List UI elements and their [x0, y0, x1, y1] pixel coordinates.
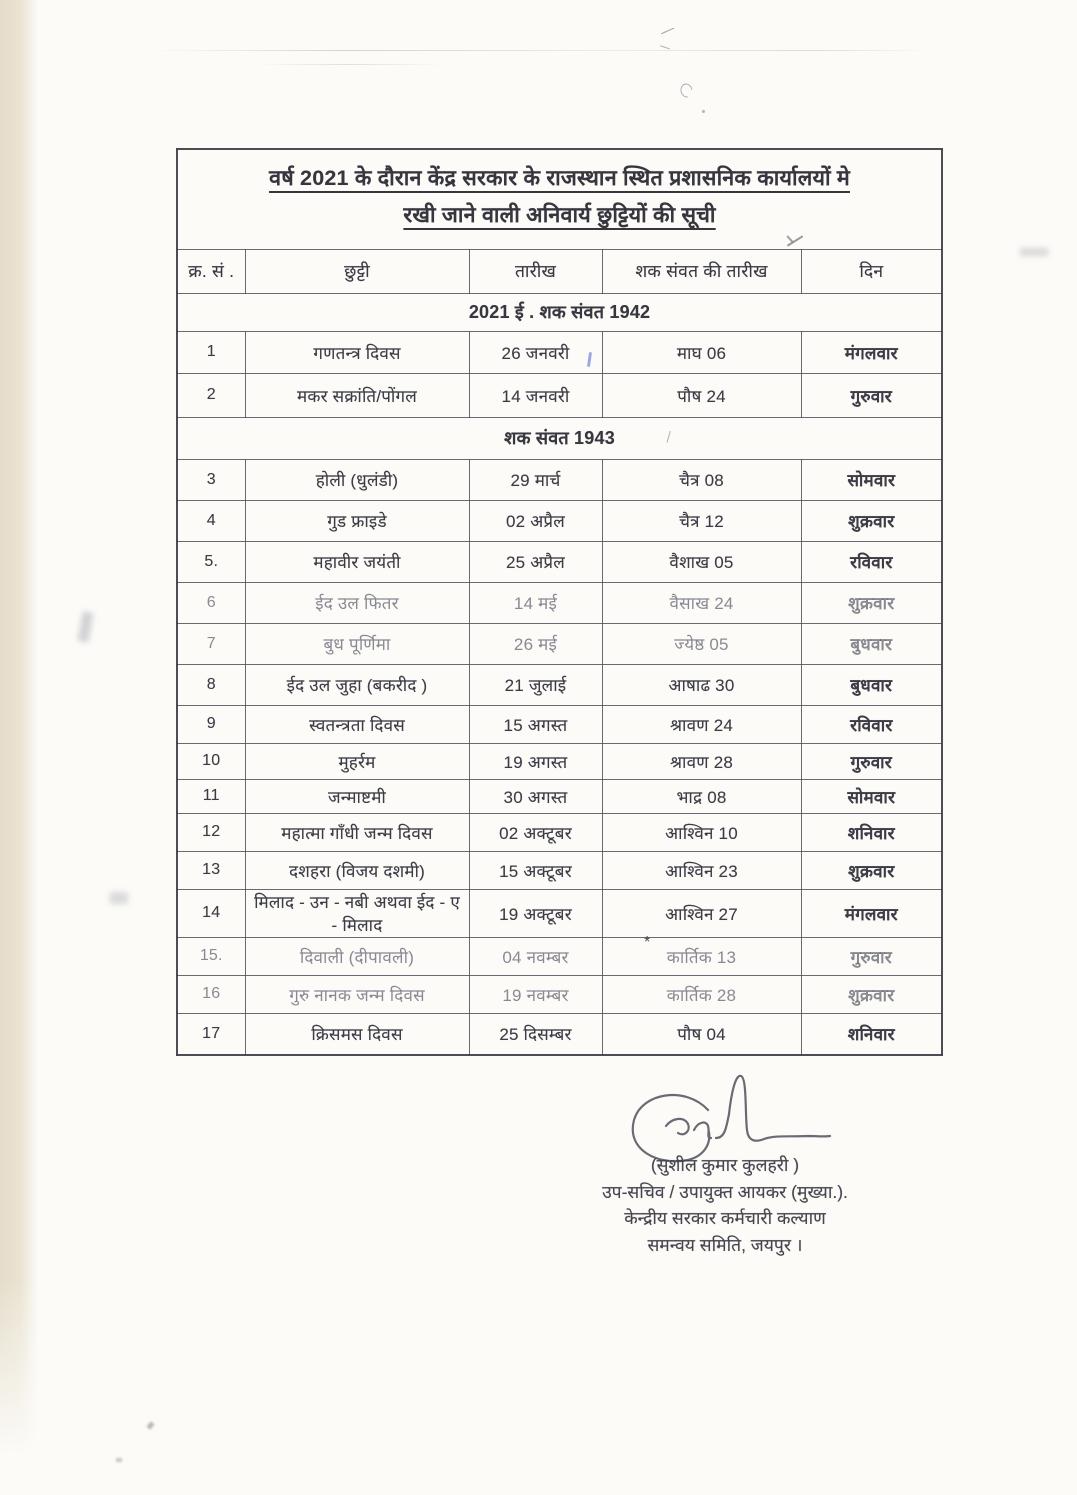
cell-sno: 3: [177, 459, 245, 500]
cell-sno: 12: [177, 813, 245, 851]
cell-day: शनिवार: [801, 1013, 942, 1055]
cell-sno: 10: [177, 743, 245, 779]
asterisk-mark: *: [644, 934, 651, 951]
cell-date: 21 जुलाई: [469, 664, 602, 705]
header-day: दिन: [801, 249, 942, 293]
cell-day: गुरुवार: [801, 937, 942, 975]
cell-holiday: ईद उल फितर: [245, 582, 469, 623]
header-date: तारीख: [469, 249, 602, 293]
cell-shaka: आश्विन 27: [602, 889, 801, 937]
cell-day: शुक्रवार: [801, 500, 942, 541]
cell-holiday: गणतन्त्र दिवस: [245, 331, 469, 373]
cell-date: 14 जनवरी: [469, 373, 602, 417]
cell-date: 19 नवम्बर: [469, 975, 602, 1013]
signatory-name: (सुशील कुमार कुलहरी ): [650, 1155, 800, 1175]
cell-sno: 13: [177, 851, 245, 889]
cell-shaka: आषाढ 30: [602, 664, 801, 705]
cell-date: 02 अप्रैल: [469, 500, 602, 541]
cell-day: रविवार: [801, 705, 942, 743]
cell-holiday: जन्माष्टमी: [245, 779, 469, 813]
cell-date: 26 मई: [469, 623, 602, 664]
cell-day: गुरुवार: [801, 743, 942, 779]
cell-day: सोमवार: [801, 779, 942, 813]
cell-date: 04 नवम्बर: [469, 937, 602, 975]
cell-holiday: स्वतन्त्रता दिवस: [245, 705, 469, 743]
cell-date: 29 मार्च: [469, 459, 602, 500]
title-line-1: वर्ष 2021 के दौरान केंद्र सरकार के राजस्थान स्थित प्रशासनिक कार्यालयों मे: [269, 166, 850, 191]
cell-sno: 6: [177, 582, 245, 623]
section-label-1942: 2021 ई . शक संवत 1942: [177, 293, 942, 331]
cell-sno: 8: [177, 664, 245, 705]
scan-edge-strip: [0, 0, 38, 1455]
cell-holiday: गुड फ्राइडे: [245, 500, 469, 541]
cell-date: 15 अगस्त: [469, 705, 602, 743]
cell-shaka: चैत्र 12: [602, 500, 801, 541]
pencil-mark: [660, 39, 672, 50]
cell-day: बुधवार: [801, 664, 942, 705]
cell-holiday: मुहर्रम: [245, 743, 469, 779]
cell-shaka: पौष 24: [602, 373, 801, 417]
signatory-org-line1: केन्द्रीय सरकार कर्मचारी कल्याण: [624, 1208, 826, 1228]
table-row: [177, 851, 942, 889]
cell-shaka: कार्तिक 28: [602, 975, 801, 1013]
cell-day: शुक्रवार: [801, 851, 942, 889]
section-label-1943: शक संवत 1943: [177, 417, 942, 459]
table-row: [177, 582, 942, 623]
cell-shaka: चैत्र 08: [602, 459, 801, 500]
pencil-mark: [651, 21, 674, 34]
cell-date: 30 अगस्त: [469, 779, 602, 813]
scan-smudge: [116, 1458, 122, 1462]
cell-shaka: पौष 04: [602, 1013, 801, 1055]
header-shaka: शक संवत की तारीख: [602, 249, 801, 293]
cell-sno: 11: [177, 779, 245, 813]
cell-day: रविवार: [801, 541, 942, 582]
table-title-row: [177, 149, 942, 249]
cell-date: 25 दिसम्बर: [469, 1013, 602, 1055]
table-row: [177, 889, 942, 937]
cell-holiday: होली (धुलंडी): [245, 459, 469, 500]
holiday-table: [176, 148, 943, 1056]
cell-holiday: ईद उल जुहा (बकरीद ): [245, 664, 469, 705]
cell-day: मंगलवार: [801, 331, 942, 373]
cell-sno: 14: [177, 889, 245, 937]
title-line-2: रखी जाने वाली अनिवार्य छुट्टियों की सूची: [403, 203, 716, 228]
cell-sno: 2: [177, 373, 245, 417]
cell-holiday: क्रिसमस दिवस: [245, 1013, 469, 1055]
cell-sno: 17: [177, 1013, 245, 1055]
cell-sno: 15.: [177, 937, 245, 975]
cell-shaka: कार्तिक 13: [602, 937, 801, 975]
cell-shaka: आश्विन 23: [602, 851, 801, 889]
cell-shaka: आश्विन 10: [602, 813, 801, 851]
scan-smudge: [1020, 248, 1048, 256]
cell-day: सोमवार: [801, 459, 942, 500]
pencil-mark: [702, 110, 705, 113]
cell-sno: 5.: [177, 541, 245, 582]
scan-crease-line: [255, 64, 445, 65]
signatory-designation: उप-सचिव / उपायुक्त आयकर (मुख्या.).: [602, 1181, 848, 1202]
header-holiday: छुट्टी: [245, 249, 469, 293]
cell-day: शुक्रवार: [801, 582, 942, 623]
table-row: [177, 779, 942, 813]
cell-day: मंगलवार: [801, 889, 942, 937]
table-row: [177, 373, 942, 417]
cell-shaka: श्रावण 24: [602, 705, 801, 743]
scan-crease-line: [150, 50, 930, 51]
cell-date: 02 अक्टूबर: [469, 813, 602, 851]
cell-day: गुरुवार: [801, 373, 942, 417]
cell-sno: 7: [177, 623, 245, 664]
cell-holiday: महावीर जयंती: [245, 541, 469, 582]
cell-shaka: वैसाख 24: [602, 582, 801, 623]
table-row: [177, 500, 942, 541]
cell-date: 25 अप्रैल: [469, 541, 602, 582]
signatory-org-line2: समन्वय समिति, जयपुर ।: [647, 1234, 803, 1255]
table-row: [177, 623, 942, 664]
cell-shaka: श्रावण 28: [602, 743, 801, 779]
table-row: [177, 743, 942, 779]
cell-holiday: मिलाद - उन - नबी अथवा ईद - ए - मिलाद: [245, 889, 469, 937]
section-row-1942: [177, 293, 942, 331]
cell-sno: 9: [177, 705, 245, 743]
cell-holiday: मकर सक्रांति/पोंगल: [245, 373, 469, 417]
cell-shaka: भाद्र 08: [602, 779, 801, 813]
cell-holiday: गुरु नानक जन्म दिवस: [245, 975, 469, 1013]
table-row: [177, 813, 942, 851]
document-title: [184, 160, 935, 234]
cell-date: 14 मई: [469, 582, 602, 623]
cell-sno: 4: [177, 500, 245, 541]
cell-holiday: दिवाली (दीपावली): [245, 937, 469, 975]
table-row: [177, 975, 942, 1013]
table-row: [177, 541, 942, 582]
holiday-list-table: [176, 148, 943, 1056]
cell-date: 19 अक्टूबर: [469, 889, 602, 937]
table-row: [177, 937, 942, 975]
cell-date: 19 अगस्त: [469, 743, 602, 779]
cell-shaka: ज्येष्ठ 05: [602, 623, 801, 664]
cell-day: बुधवार: [801, 623, 942, 664]
table-header-row: [177, 249, 942, 293]
table-row: [177, 705, 942, 743]
scan-smudge: [110, 892, 128, 904]
cell-shaka: माघ 06: [602, 331, 801, 373]
cell-holiday: महात्मा गाँधी जन्म दिवस: [245, 813, 469, 851]
table-row: [177, 1013, 942, 1055]
cell-date: 26 जनवरी: [469, 331, 602, 373]
cell-day: शनिवार: [801, 813, 942, 851]
table-row: [177, 459, 942, 500]
table-row: [177, 331, 942, 373]
section-row-1943: [177, 417, 942, 459]
cell-sno: 1: [177, 331, 245, 373]
cell-sno: 16: [177, 975, 245, 1013]
table-row: [177, 664, 942, 705]
cell-holiday: दशहरा (विजय दशमी): [245, 851, 469, 889]
cell-date: 15 अक्टूबर: [469, 851, 602, 889]
cell-holiday: बुध पूर्णिमा: [245, 623, 469, 664]
cell-day: शुक्रवार: [801, 975, 942, 1013]
signature-block: [535, 1152, 915, 1258]
header-sno: क्र. सं .: [177, 249, 245, 293]
pencil-mark: [678, 81, 695, 101]
document-title-cell: [177, 149, 942, 249]
scan-smudge: [146, 1421, 154, 1430]
scan-smudge: [77, 611, 93, 642]
cell-shaka: वैशाख 05: [602, 541, 801, 582]
